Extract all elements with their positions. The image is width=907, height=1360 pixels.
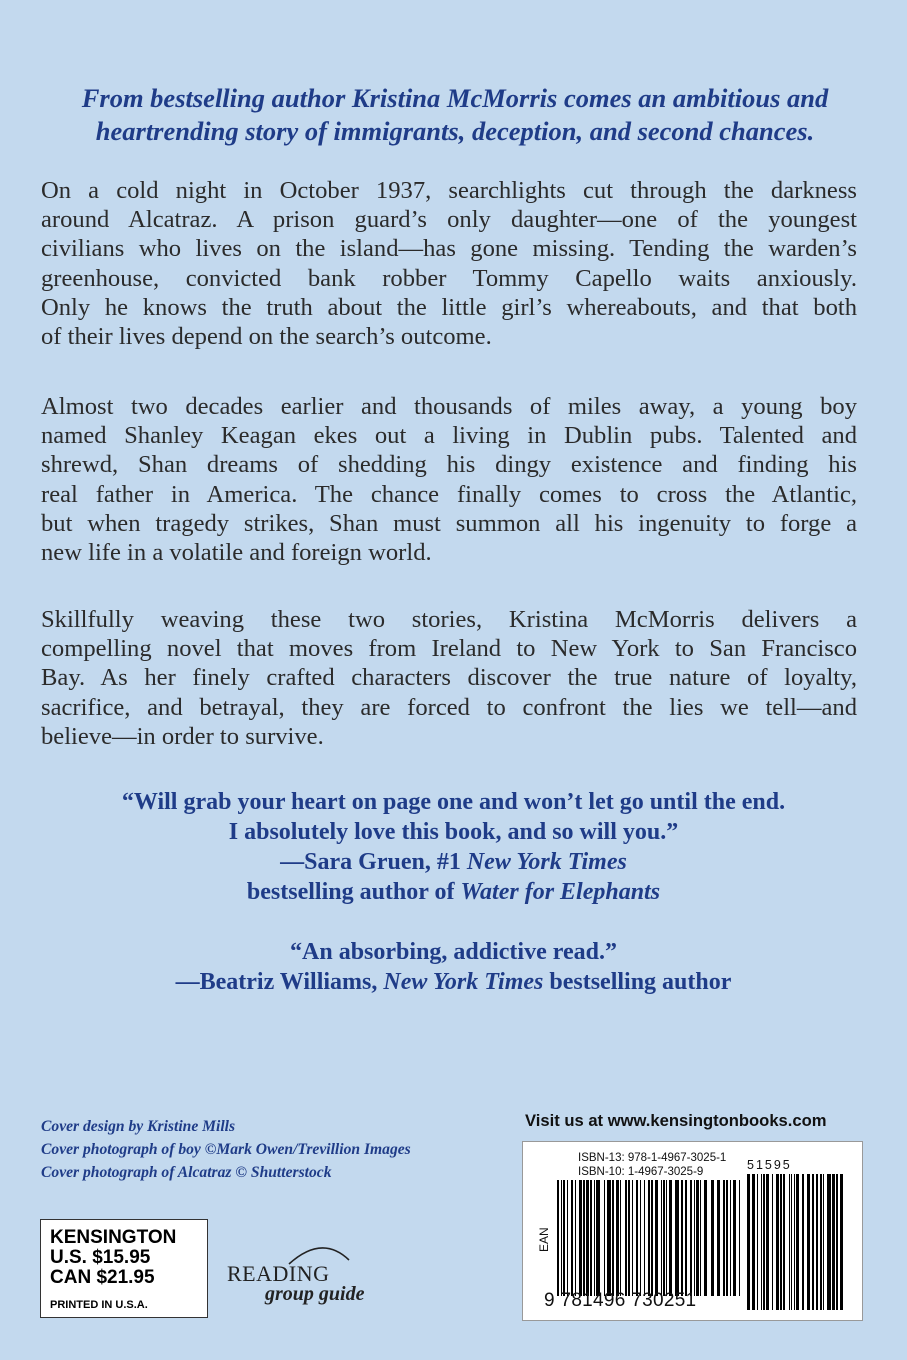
- ean-barcode-icon: [557, 1180, 743, 1296]
- can-price: CAN $21.95: [50, 1267, 155, 1288]
- synopsis-line: new life in a volatile and foreign world.: [41, 539, 432, 567]
- synopsis-line: Only he knows the truth about the little girl’s whereabouts, and that both: [41, 293, 857, 321]
- us-price: U.S. $15.95: [50, 1247, 151, 1268]
- addon-barcode-icon: [747, 1174, 843, 1310]
- synopsis-line: compelling novel that moves from Ireland to New York to San Francisco: [41, 635, 857, 663]
- tagline-line-2: heartrending story of immigrants, deception, and second chances.: [95, 116, 815, 146]
- synopsis-paragraph-3: [41, 605, 857, 751]
- credit-line: Cover design by Kristine Mills: [41, 1118, 236, 1135]
- credit-line: Cover photograph of boy ©Mark Owen/Trevillion Images: [41, 1141, 411, 1158]
- synopsis-line: Bay. As her finely crafted characters discover the true nature of loyalty,: [41, 664, 857, 692]
- reading-group-guide-logo: [227, 1238, 392, 1310]
- ean-label: EAN: [537, 1227, 551, 1252]
- synopsis-paragraph-1: [41, 176, 857, 351]
- synopsis-paragraph-2: [41, 392, 857, 567]
- blurb-beatriz-williams: [0, 937, 907, 997]
- synopsis-line: civilians who lives on the island—has gone missing. Tending the warden’s: [41, 235, 857, 263]
- addon-digits: 51595: [747, 1158, 792, 1172]
- synopsis-line: greenhouse, convicted bank robber Tommy Capello waits anxiously.: [41, 264, 857, 292]
- synopsis-line: Almost two decades earlier and thousands of miles away, a young boy: [41, 393, 857, 420]
- tagline-line-1: From bestselling author Kristina McMorris comes an ambitious and: [81, 83, 829, 113]
- isbn-10: ISBN-10: 1-4967-3025-9: [578, 1166, 704, 1178]
- blurb-attribution: —Sara Gruen, #1 New York Times: [280, 849, 627, 875]
- blurb-text: “Will grab your heart on page one and won’t let go until the end.: [121, 789, 786, 815]
- blurb-attribution: —Beatriz Williams, New York Times bestselling author: [175, 969, 732, 995]
- synopsis-line: sacrifice, and betrayal, they are forced to confront the lies we tell—and: [41, 693, 857, 721]
- logo-word-group-guide: group guide: [265, 1283, 365, 1305]
- ean-digits: 9 781496 730251: [544, 1290, 697, 1311]
- isbn-13: ISBN-13: 978-1-4967-3025-1: [578, 1152, 727, 1164]
- synopsis-line: believe—in order to survive.: [41, 722, 324, 750]
- price-box: [40, 1219, 208, 1318]
- tagline: [40, 82, 870, 148]
- synopsis-line: real father in America. The chance finally comes to cross the Atlantic,: [41, 480, 857, 508]
- publisher-name: KENSINGTON: [50, 1227, 177, 1248]
- synopsis-line: but when tragedy strikes, Shan must summon all his ingenuity to forge a: [41, 509, 857, 537]
- synopsis-line: of their lives depend on the search’s outcome.: [41, 323, 492, 351]
- blurb-text: “An absorbing, addictive read.”: [290, 939, 617, 965]
- blurb-text: I absolutely love this book, and so will you.”: [228, 819, 679, 845]
- synopsis-line: Skillfully weaving these two stories, Kristina McMorris delivers a: [41, 606, 857, 633]
- synopsis-line: named Shanley Keagan ekes out a living in Dublin pubs. Talented and: [41, 422, 857, 450]
- blurb-sara-gruen: [0, 787, 907, 907]
- printed-in: PRINTED IN U.S.A.: [50, 1299, 148, 1311]
- synopsis-line: shrewd, Shan dreams of shedding his dingy existence and finding his: [41, 451, 857, 479]
- synopsis-line: around Alcatraz. A prison guard’s only daughter—one of the youngest: [41, 206, 857, 234]
- barcode-box: [522, 1141, 863, 1321]
- blurb-attribution-2: bestselling author of Water for Elephants: [246, 879, 661, 905]
- logo-word-reading: READING: [227, 1261, 330, 1286]
- website-link[interactable]: Visit us at www.kensingtonbooks.com: [525, 1111, 827, 1130]
- synopsis-line: On a cold night in October 1937, searchlights cut through the darkness: [41, 177, 857, 204]
- credit-line: Cover photograph of Alcatraz © Shutterstock: [41, 1164, 332, 1181]
- cover-credits: [41, 1115, 411, 1184]
